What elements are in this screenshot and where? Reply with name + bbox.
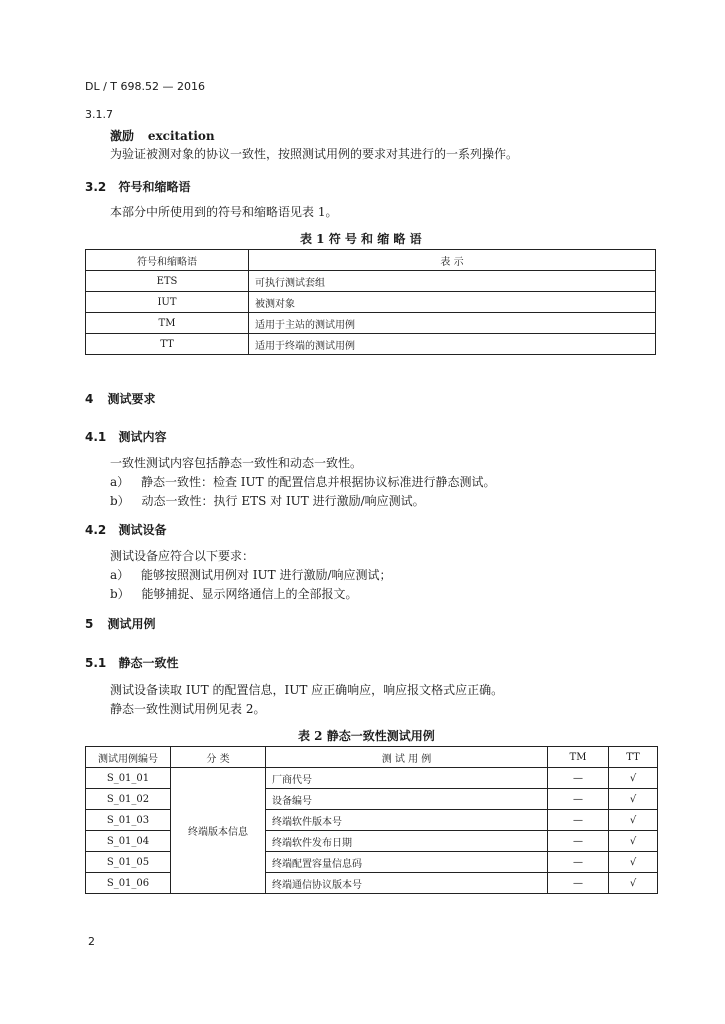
paragraph: 静态一致性测试用例见表 2。 xyxy=(110,702,266,716)
table-cell: 厂商代号 xyxy=(266,768,548,789)
table-cell: IUT xyxy=(86,292,249,313)
table-cell: 可执行测试套组 xyxy=(249,271,656,292)
table-cell: √ xyxy=(609,768,658,789)
section-number: 5.1 xyxy=(85,656,107,670)
table-cell: √ xyxy=(609,789,658,810)
table-cell: — xyxy=(548,768,609,789)
table-row xyxy=(86,768,658,789)
table-row xyxy=(86,271,656,292)
page-number: 2 xyxy=(88,935,95,948)
standard-code: DL / T 698.52 — 2016 xyxy=(85,80,205,93)
section-heading-4 xyxy=(85,390,156,407)
section-heading-3-2 xyxy=(85,178,190,195)
list-item-text: 能够捕捉、显示网络通信上的全部报文。 xyxy=(141,587,358,601)
table-cell: TM xyxy=(86,313,249,334)
table-cell: √ xyxy=(609,852,658,873)
clause-number: 3.1.7 xyxy=(85,108,113,121)
list-marker: a） xyxy=(110,475,130,489)
term-definition: 为验证被测对象的协议一致性，按照测试用例的要求对其进行的一系列操作。 xyxy=(110,147,519,161)
table-cell: √ xyxy=(609,810,658,831)
table-cell: — xyxy=(548,789,609,810)
list-item xyxy=(110,473,495,490)
section-title: 符号和缩略语 xyxy=(118,180,191,194)
list-item xyxy=(110,566,392,583)
table-cell: 被测对象 xyxy=(249,292,656,313)
table-cell: √ xyxy=(609,873,658,894)
section-heading-5 xyxy=(85,615,156,632)
section-number: 5 xyxy=(85,617,94,631)
section-title: 测试设备 xyxy=(118,523,167,537)
table-cell: — xyxy=(548,831,609,852)
table-cell: — xyxy=(548,852,609,873)
table-cell: √ xyxy=(609,831,658,852)
list-marker: b） xyxy=(110,587,130,601)
section-heading-4-2 xyxy=(85,521,166,538)
section-number: 4.1 xyxy=(85,430,107,444)
section-heading-5-1 xyxy=(85,654,178,671)
table2-caption: 表 2 静态一致性测试用例 xyxy=(298,729,435,743)
table2-header-tt: TT xyxy=(609,747,658,768)
list-item-text: 能够按照测试用例对 IUT 进行激励/响应测试； xyxy=(140,568,392,582)
table-cell: 终端配置容量信息码 xyxy=(266,852,548,873)
table-row xyxy=(86,313,656,334)
table-row xyxy=(86,334,656,355)
term-cn: 激励 xyxy=(110,129,135,143)
table2-header-case: 测 试 用 例 xyxy=(266,747,548,768)
list-item xyxy=(110,585,358,602)
section-intro: 一致性测试内容包括静态一致性和动态一致性。 xyxy=(110,456,363,470)
section-title: 测试用例 xyxy=(107,617,156,631)
section-intro: 测试设备应符合以下要求： xyxy=(110,549,255,563)
table-cell: — xyxy=(548,810,609,831)
table2-header-row xyxy=(86,747,658,768)
table-cell: S_01_05 xyxy=(86,852,171,873)
table2 xyxy=(85,746,658,894)
list-item-text: 动态一致性：执行 ETS 对 IUT 进行激励/响应测试。 xyxy=(141,494,425,508)
table-cell: 适用于终端的测试用例 xyxy=(249,334,656,355)
table2-category-cell: 终端版本信息 xyxy=(171,768,266,894)
table1-caption: 表 1 符 号 和 缩 略 语 xyxy=(300,232,422,246)
paragraph: 测试设备读取 IUT 的配置信息，IUT 应正确响应，响应报文格式应正确。 xyxy=(110,683,504,697)
section-heading-4-1 xyxy=(85,428,166,445)
table2-header-tm: TM xyxy=(548,747,609,768)
table-row xyxy=(86,292,656,313)
table-cell: 终端软件发布日期 xyxy=(266,831,548,852)
table2-header-id: 测试用例编号 xyxy=(86,747,171,768)
table-cell: S_01_04 xyxy=(86,831,171,852)
table1-header-row xyxy=(86,250,656,271)
table2-header-category: 分 类 xyxy=(171,747,266,768)
section-number: 4 xyxy=(85,392,94,406)
table1-header-meaning: 表 示 xyxy=(249,250,656,271)
section-intro: 本部分中所使用到的符号和缩略语见表 1。 xyxy=(110,205,338,219)
section-title: 测试要求 xyxy=(107,392,156,406)
table-cell: S_01_03 xyxy=(86,810,171,831)
table-cell: S_01_02 xyxy=(86,789,171,810)
table-cell: S_01_01 xyxy=(86,768,171,789)
table-cell: 终端通信协议版本号 xyxy=(266,873,548,894)
table-cell: TT xyxy=(86,334,249,355)
term-en: excitation xyxy=(147,129,215,143)
table-cell: 适用于主站的测试用例 xyxy=(249,313,656,334)
list-item-text: 静态一致性：检查 IUT 的配置信息并根据协议标准进行静态测试。 xyxy=(140,475,496,489)
term-heading xyxy=(110,127,215,144)
section-title: 测试内容 xyxy=(118,430,167,444)
table1 xyxy=(85,249,656,355)
table1-header-symbol: 符号和缩略语 xyxy=(86,250,249,271)
table-cell: 终端软件版本号 xyxy=(266,810,548,831)
list-marker: b） xyxy=(110,494,130,508)
section-number: 4.2 xyxy=(85,523,107,537)
section-number: 3.2 xyxy=(85,180,107,194)
table-cell: S_01_06 xyxy=(86,873,171,894)
list-marker: a） xyxy=(110,568,130,582)
list-item xyxy=(110,492,425,509)
section-title: 静态一致性 xyxy=(118,656,179,670)
table-cell: ETS xyxy=(86,271,249,292)
table-cell: — xyxy=(548,873,609,894)
table-cell: 设备编号 xyxy=(266,789,548,810)
